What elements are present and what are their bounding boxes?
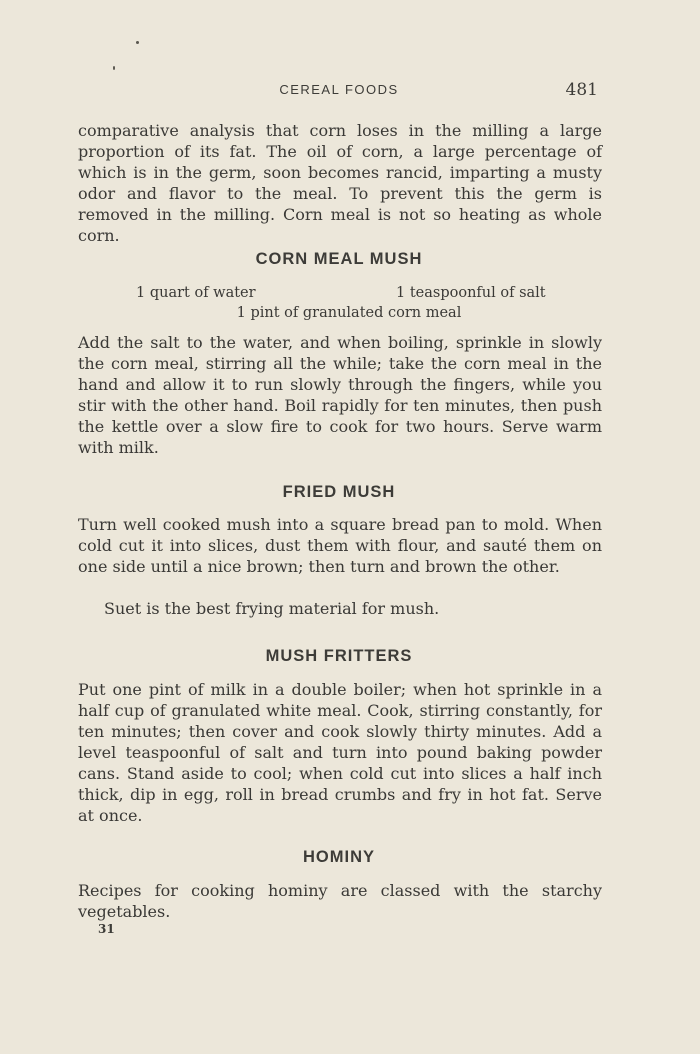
ingredient-item: 1 pint of granulated corn meal <box>236 305 462 321</box>
paper-speck <box>136 41 139 44</box>
ingredient-item: 1 teaspoonful of salt <box>396 285 546 301</box>
section-title-hominy: HOMINY <box>303 848 375 866</box>
corn-meal-mush-method: Add the salt to the water, and when boiling, sprinkle in slowly the corn meal, stirring all the while; take the corn meal in the hand and allow it to run slowly through the fingers, while you stir with the other hand. Boil rapidly for ten minutes, then push the kettle over a slow fire to cook for two hours. Serve warm with milk. <box>78 333 602 457</box>
mush-fritters-method: Put one pint of milk in a double boiler; when hot sprinkle in a half cup of granulated white meal. Cook, stirring constantly, for ten minutes; then cover and cook slowly thirty minutes. Add a level teaspoonful of salt and turn into pound baking powder cans. Stand aside to cool; when cold cut into slices a half inch thick, dip in egg, roll in bread crumbs and fry in hot fat. Serve at once. <box>78 680 602 825</box>
fried-mush-paragraph-1: Turn well cooked mush into a square bread pan to mold. When cold cut it into slices, dust them with flour, and sauté them on one side until a nice brown; then turn and brown the other. <box>78 515 602 576</box>
section-title-mush-fritters: MUSH FRITTERS <box>265 647 413 665</box>
signature-mark: 31 <box>98 922 115 936</box>
ingredient-list <box>78 283 600 323</box>
ingredient-item: 1 quart of water <box>136 285 256 301</box>
section-title-fried-mush: FRIED MUSH <box>282 483 396 501</box>
section-title-corn-meal-mush: CORN MEAL MUSH <box>255 250 423 268</box>
page-number: 481 <box>565 80 598 100</box>
paper-speck <box>113 66 115 70</box>
running-head: CEREAL FOODS <box>279 82 399 97</box>
fried-mush-paragraph-2: Suet is the best frying material for mush. <box>104 599 440 618</box>
page-header <box>78 78 600 102</box>
hominy-text: Recipes for cooking hominy are classed with the starchy vegetables. <box>78 881 602 921</box>
intro-paragraph: comparative analysis that corn loses in the milling a large proportion of its fat. The oil of corn, a large percentage of which is in the germ, soon becomes rancid, imparting a musty odor and flavor to the meal. To prevent this the germ is removed in the milling. Corn meal is not so heating as whole corn. <box>78 121 602 245</box>
